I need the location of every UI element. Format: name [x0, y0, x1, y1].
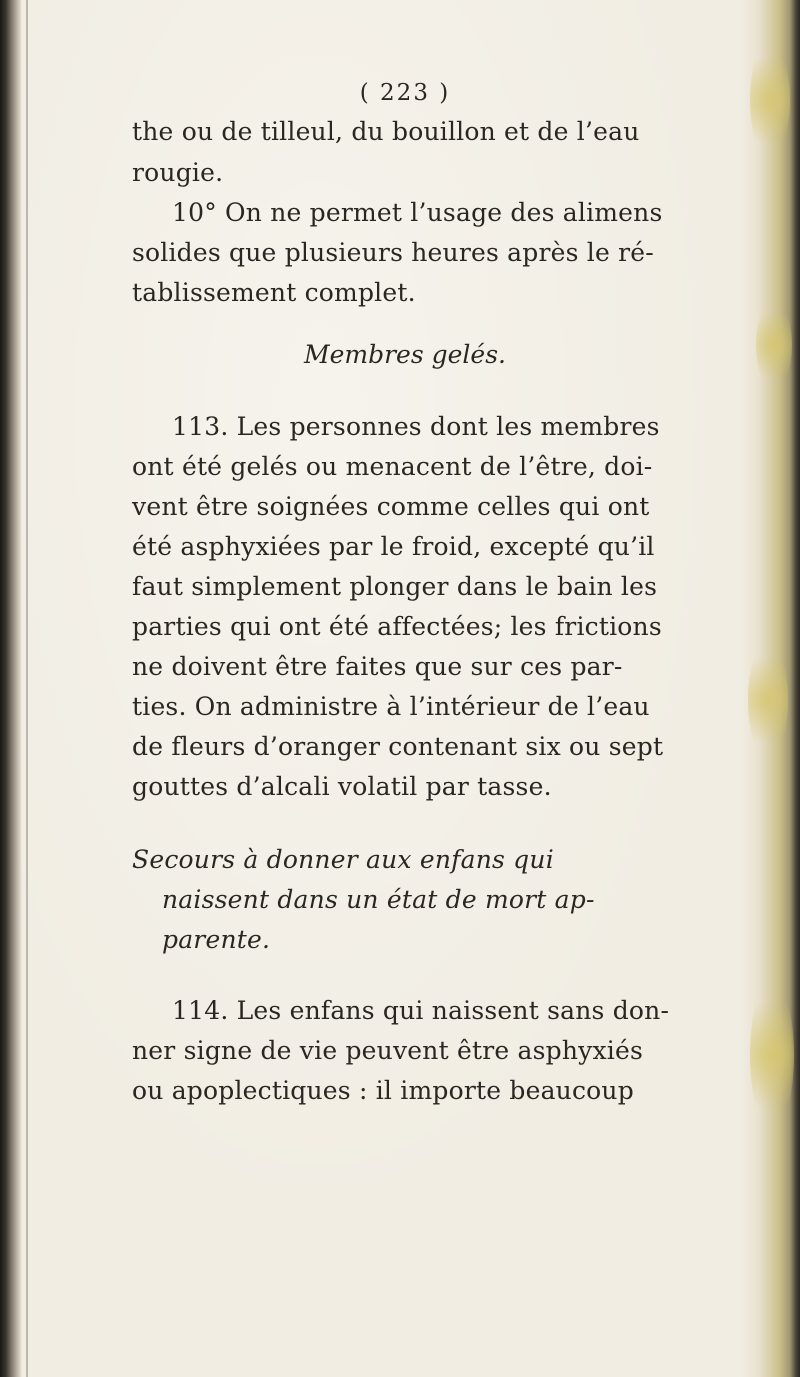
text-line: faut simplement plonger dans le bain les — [132, 572, 658, 601]
text-line: gouttes d’alcali volatil par tasse. — [132, 772, 552, 801]
stain — [750, 980, 794, 1130]
page-number-header: ( 223 ) — [359, 80, 451, 106]
text-line: vent être soignées comme celles qui ont — [132, 492, 650, 521]
section-heading-membres-geles: Membres gelés. — [304, 340, 506, 369]
text-line: ou apoplectiques : il importe beaucoup — [132, 1076, 634, 1105]
text-line: 113. Les personnes dont les membres — [172, 412, 660, 441]
text-line: the ou de tilleul, du bouillon et de l’eau — [132, 117, 640, 146]
text-line: de fleurs d’oranger contenant six ou sept — [132, 732, 664, 761]
text-line: 10° On ne permet l’usage des alimens — [172, 198, 663, 227]
text-line: solides que plusieurs heures après le ré- — [132, 238, 654, 267]
section-heading-secours: Secours à donner aux enfans qui — [132, 845, 554, 874]
page-binding-edge — [0, 0, 22, 1377]
text-line: ne doivent être faites que sur ces par- — [132, 652, 623, 681]
text-line: été asphyxiées par le froid, excepté qu’il — [132, 532, 655, 561]
text-line: rougie. — [132, 158, 224, 187]
section-heading-secours: naissent dans un état de mort ap- — [162, 885, 595, 914]
text-line: 114. Les enfans qui naissent sans don- — [172, 996, 670, 1025]
text-line: parties qui ont été affectées; les frictions — [132, 612, 662, 641]
text-line: tablissement complet. — [132, 278, 416, 307]
stain — [748, 640, 788, 760]
stain — [756, 300, 792, 390]
text-line: ner signe de vie peuvent être asphyxiés — [132, 1036, 643, 1065]
text-line: ties. On administre à l’intérieur de l’eau — [132, 692, 650, 721]
text-line: ont été gelés ou menacent de l’être, doi- — [132, 452, 653, 481]
stain — [750, 40, 790, 160]
section-heading-secours: parente. — [162, 925, 271, 954]
binding-shadow-line — [26, 0, 28, 1377]
